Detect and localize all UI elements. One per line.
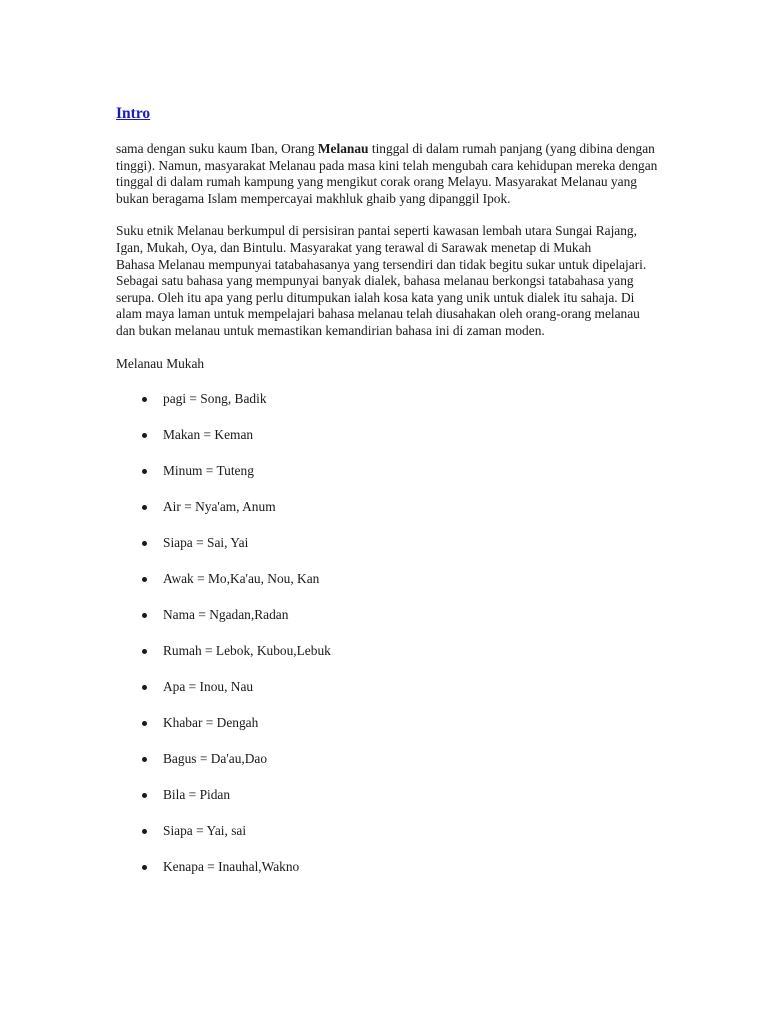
list-item-text: Siapa = Sai, Yai — [163, 535, 249, 551]
list-item-text: Air = Nya'am, Anum — [163, 499, 276, 515]
bullet-icon — [142, 613, 147, 618]
list-item — [138, 427, 661, 463]
list-item — [138, 391, 661, 427]
intro-paragraph — [116, 141, 661, 207]
bullet-icon — [142, 649, 147, 654]
melanau-bold-term: Melanau — [317, 141, 369, 156]
list-item-text: Awak = Mo,Ka'au, Nou, Kan — [163, 571, 320, 587]
intro-heading[interactable]: Intro — [116, 105, 151, 122]
list-item — [138, 823, 661, 859]
paragraph-text-before: sama dengan suku kaum Iban, Orang — [116, 141, 318, 156]
list-item — [138, 607, 661, 643]
list-item-text: Khabar = Dengah — [163, 715, 259, 731]
list-item — [138, 643, 661, 679]
bullet-icon — [142, 829, 147, 834]
paragraph-text-after: tinggal di dalam rumah panjang (yang dibina dengan tinggi). Namun, masyarakat Melanau pada masa kini telah mengubah cara kehidupan mereka dengan tinggal di dalam rumah kampung yang mengikut corak orang Melayu. Masyarakat Melanau yang bukan beragama Islam mempercayai makhluk ghaib yang dipanggil Ipok. — [116, 141, 658, 206]
bullet-icon — [142, 397, 147, 402]
list-item-text: Nama = Ngadan,Radan — [163, 607, 289, 623]
list-item-text: Makan = Keman — [163, 427, 254, 443]
bullet-icon — [142, 541, 147, 546]
list-item — [138, 535, 661, 571]
list-item — [138, 751, 661, 787]
list-item — [138, 463, 661, 499]
language-paragraph: Bahasa Melanau mempunyai tatabahasanya yang tersendiri dan tidak begitu sukar untuk dipelajari. Sebagai satu bahasa yang mempunyai banyak dialek, bahasa melanau berkongsi tatabahasa yang serupa. Oleh itu apa yang perlu ditumpukan ialah kosa kata yang unik untuk dialek itu sahaja. Di alam maya laman untuk mempelajari bahasa melanau telah diusahakan oleh orang-orang melanau dan bukan melanau untuk memastikan kemandirian bahasa ini di zaman moden. — [116, 256, 647, 338]
list-item-text: Minum = Tuteng — [163, 463, 254, 479]
list-item — [138, 715, 661, 751]
list-item-text: Apa = Inou, Nau — [163, 679, 254, 695]
list-item-text: Bagus = Da'au,Dao — [163, 751, 268, 767]
bullet-icon — [142, 433, 147, 438]
list-item — [138, 859, 661, 895]
document-page — [116, 104, 661, 895]
list-item-text: Bila = Pidan — [163, 787, 231, 803]
bullet-icon — [142, 757, 147, 762]
list-item-text: Rumah = Lebok, Kubou,Lebuk — [163, 643, 331, 659]
bullet-icon — [142, 685, 147, 690]
location-paragraph: Suku etnik Melanau berkumpul di persisiran pantai seperti kawasan lembah utara Sungai Rajang, Igan, Mukah, Oya, dan Bintulu. Masyarakat yang terawal di Sarawak menetap di Mukah — [116, 223, 637, 255]
bullet-icon — [142, 793, 147, 798]
list-item — [138, 787, 661, 823]
list-item — [138, 499, 661, 535]
bullet-icon — [142, 505, 147, 510]
vocab-list — [116, 391, 661, 895]
bullet-icon — [142, 721, 147, 726]
vocab-list-title: Melanau Mukah — [116, 355, 205, 371]
list-item — [138, 571, 661, 607]
bullet-icon — [142, 577, 147, 582]
list-item-text: pagi = Song, Badik — [163, 391, 267, 407]
bullet-icon — [142, 469, 147, 474]
bullet-icon — [142, 865, 147, 870]
list-item-text: Kenapa = Inauhal,Wakno — [163, 859, 300, 875]
list-item — [138, 679, 661, 715]
list-item-text: Siapa = Yai, sai — [163, 823, 247, 839]
